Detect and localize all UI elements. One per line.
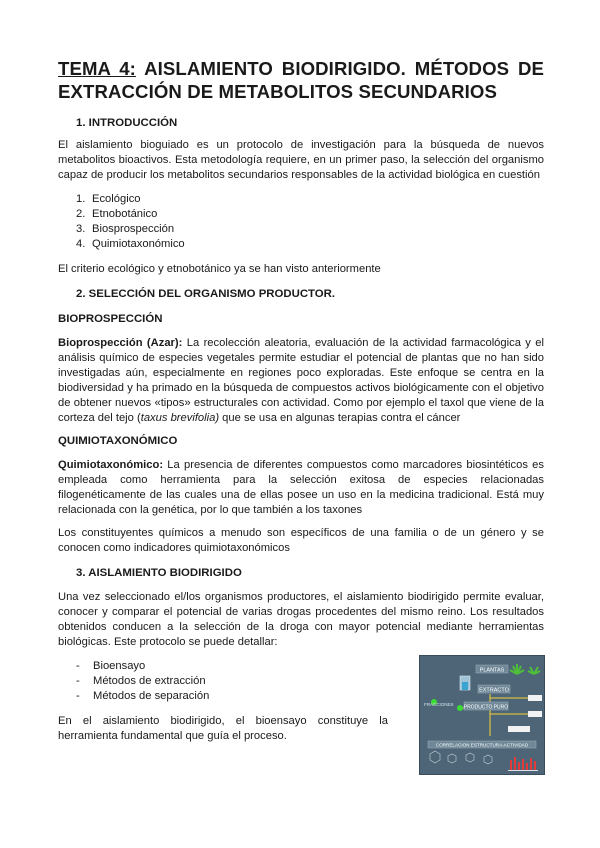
- species-name: taxus brevifolia): [140, 412, 220, 424]
- plantas-label: PLANTAS: [479, 667, 505, 674]
- flask-icon: [460, 676, 470, 690]
- list-item: 4. Quimiotaxonómico: [76, 238, 185, 250]
- title-topic-number: TEMA 4:: [58, 58, 136, 79]
- aislamiento-paragraph: Una vez seleccionado el/los organismos productores, el aislamiento biodirigido permite evaluar, conocer y comparar el potencial de varias drogas procedentes del mismo reino. Los resultados obtenidos conducen a la selección de la droga con mayor potencial mediante herramientas biológicas. Este protocolo se puede detallar:: [58, 591, 544, 648]
- protocol-list: [76, 659, 209, 704]
- fracciones-label: FRACCIONES: [424, 702, 454, 707]
- criteria-note: El criterio ecológico y etnobotánico ya se han visto anteriormente: [58, 263, 381, 275]
- fraction-box: [528, 711, 542, 717]
- bioprospeccion-paragraph: Bioprospección (Azar): La recolección aleatoria, evaluación de la actividad farmacológica y el análisis químico de especies vegetales permite estudiar el potencial de plantas que no han sido investigadas aún, especialmente en regiones poco exploradas. Este enfoque se centra en la biodiversidad y ha primado en la búsqueda de compuestos activos biológicamente con el objetivo de obtener nuevos «tipos» estructurales con actividad. Como por ejemplo el taxol que viene de la corteza del tejo (taxus brevifolia) que se usa en algunas terapias contra el cáncer: [58, 337, 544, 424]
- molecule-icon: [430, 751, 492, 764]
- section-heading-aislamiento: 3. AISLAMIENTO BIODIRIGIDO: [76, 567, 242, 579]
- list-item: 1. Ecológico: [76, 193, 141, 205]
- bioassay-diagram: [419, 655, 545, 775]
- quimiotaxonomico-lead: Quimiotaxonómico:: [58, 459, 164, 471]
- correlacion-label: CORRELACION ESTRUCTURA-ACTIVIDAD: [435, 742, 529, 748]
- producto-label: PRODUCTO PURO: [463, 704, 509, 711]
- criteria-list: [76, 192, 185, 252]
- section-heading-introduccion: 1. INTRODUCCIÓN: [76, 117, 178, 129]
- extracto-label: EXTRACTO: [479, 687, 509, 694]
- active-dot: [457, 705, 463, 711]
- subheading-quimiotaxonomico: QUIMIOTAXONÓMICO: [58, 435, 178, 447]
- activity-bars: [508, 757, 538, 771]
- bioprospeccion-lead: Bioprospección (Azar):: [58, 337, 183, 349]
- list-item: - Bioensayo: [76, 660, 146, 672]
- closing-paragraph: En el aislamiento biodirigido, el bioensayo constituye la herramienta fundamental que guía el proceso.: [58, 715, 388, 742]
- list-item: - Métodos de separación: [76, 690, 210, 702]
- fraction-box: [528, 695, 542, 701]
- subheading-bioprospeccion: BIOPROSPECCIÓN: [58, 313, 163, 325]
- title-main: AISLAMIENTO BIODIRIGIDO. MÉTODOS DE EXTRACCIÓN DE METABOLITOS SECUNDARIOS: [58, 58, 544, 102]
- list-item: 3. Biosprospección: [76, 223, 175, 235]
- diagram-svg: [420, 656, 544, 774]
- chemotaxonomic-indicators-paragraph: Los constituyentes químicos a menudo son específicos de una familia o de un género y se conocen como indicadores quimiotaxonómicos: [58, 527, 544, 554]
- list-item: 2. Etnobotánico: [76, 208, 158, 220]
- list-item: - Métodos de extracción: [76, 675, 206, 687]
- intro-paragraph: El aislamiento bioguiado es un protocolo de investigación para la búsqueda de nuevos metabolitos bioactivos. Esta metodología requiere, en un primer paso, la selección del organismo capaz de producir los metabolitos secundarios responsables de la actividad biológica en cuestión: [58, 139, 544, 181]
- plant-icon: [510, 664, 540, 674]
- section-heading-seleccion: 2. SELECCIÓN DEL ORGANISMO PRODUCTOR.: [76, 288, 336, 300]
- quimiotaxonomico-paragraph: Quimiotaxonómico: La presencia de diferentes compuestos como marcadores biosintéticos es empleada como herramienta para la selección exitosa de especies relacionadas filogenéticamente de las cuales una de ellas posee un uso en la medicina tradicional. Está muy relacionada con la genética, por lo que también a los taxones: [58, 459, 544, 516]
- document-title: [58, 57, 544, 103]
- fraction-box: [508, 726, 530, 732]
